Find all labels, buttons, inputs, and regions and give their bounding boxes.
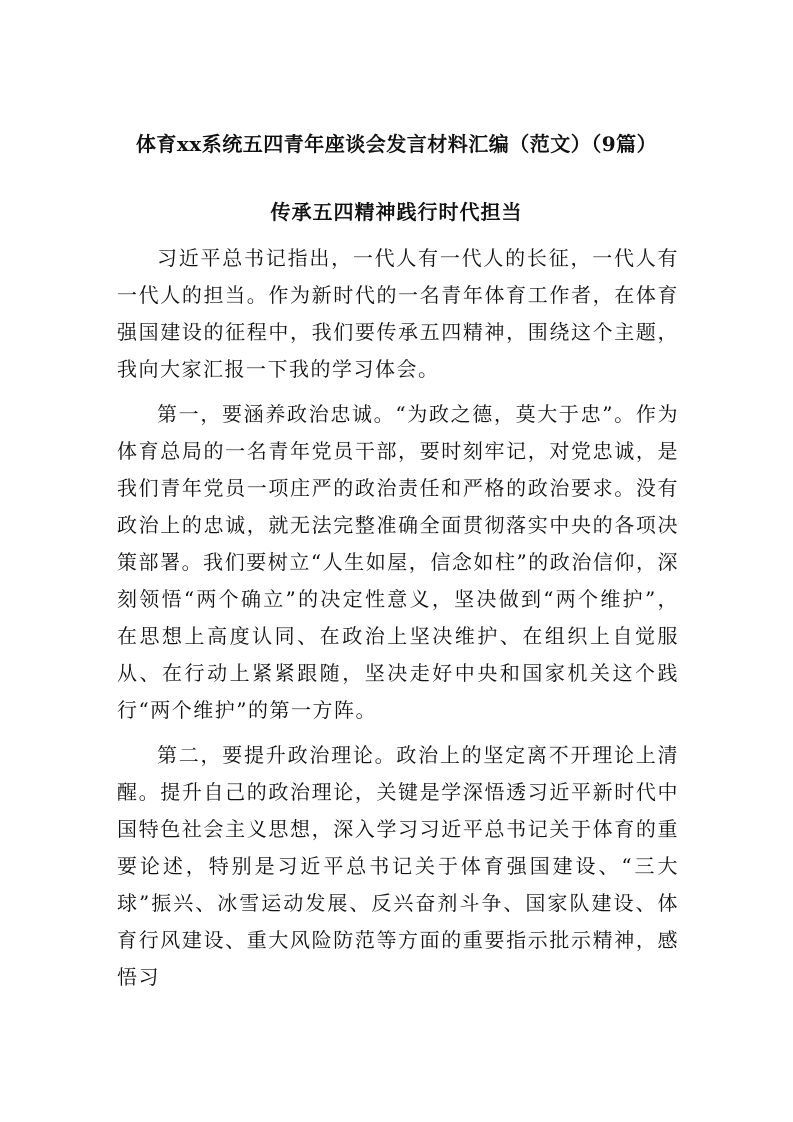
paragraph-political-theory: 第二，要提升政治理论。政治上的坚定离不开理论上清醒。提升自己的政治理论，关键是学深悟透习近平新时代中国特色社会主义思想，深入学习习近平总书记关于体育的重要论述，特别是习近平总书记关于体育强国建设、“三大球”振兴、冰雪运动发展、反兴奋剂斗争、国家队建设、体育行风建设、重大风险防范等方面的重要指示批示精神，感悟习: [117, 743, 679, 989]
document-body: [117, 240, 679, 1004]
paragraph-political-loyalty: 第一，要涵养政治忠诚。“为政之德，莫大于忠”。作为体育总局的一名青年党员干部，要时刻牢记，对党忠诚，是我们青年党员一项庄严的政治责任和严格的政治要求。没有政治上的忠诚，就无法完整准确全面贯彻落实中央的各项决策部署。我们要树立“人生如屋，信念如柱”的政治信仰，深刻领悟“两个确立”的决定性意义，坚决做到“两个维护”，在思想上高度认同、在政治上坚决维护、在组织上自觉服从、在行动上紧紧跟随，坚决走好中央和国家机关这个践行“两个维护”的第一方阵。: [117, 402, 679, 722]
document-title: 体育xx系统五四青年座谈会发言材料汇编（范文）（9篇）: [135, 132, 658, 156]
section-title: 传承五四精神践行时代担当: [270, 200, 523, 224]
paragraph-intro: 习近平总书记指出，一代人有一代人的长征，一代人有一代人的担当。作为新时代的一名青年体育工作者，在体育强国建设的征程中，我们要传承五四精神，围绕这个主题，我向大家汇报一下我的学习体会。: [117, 246, 679, 381]
